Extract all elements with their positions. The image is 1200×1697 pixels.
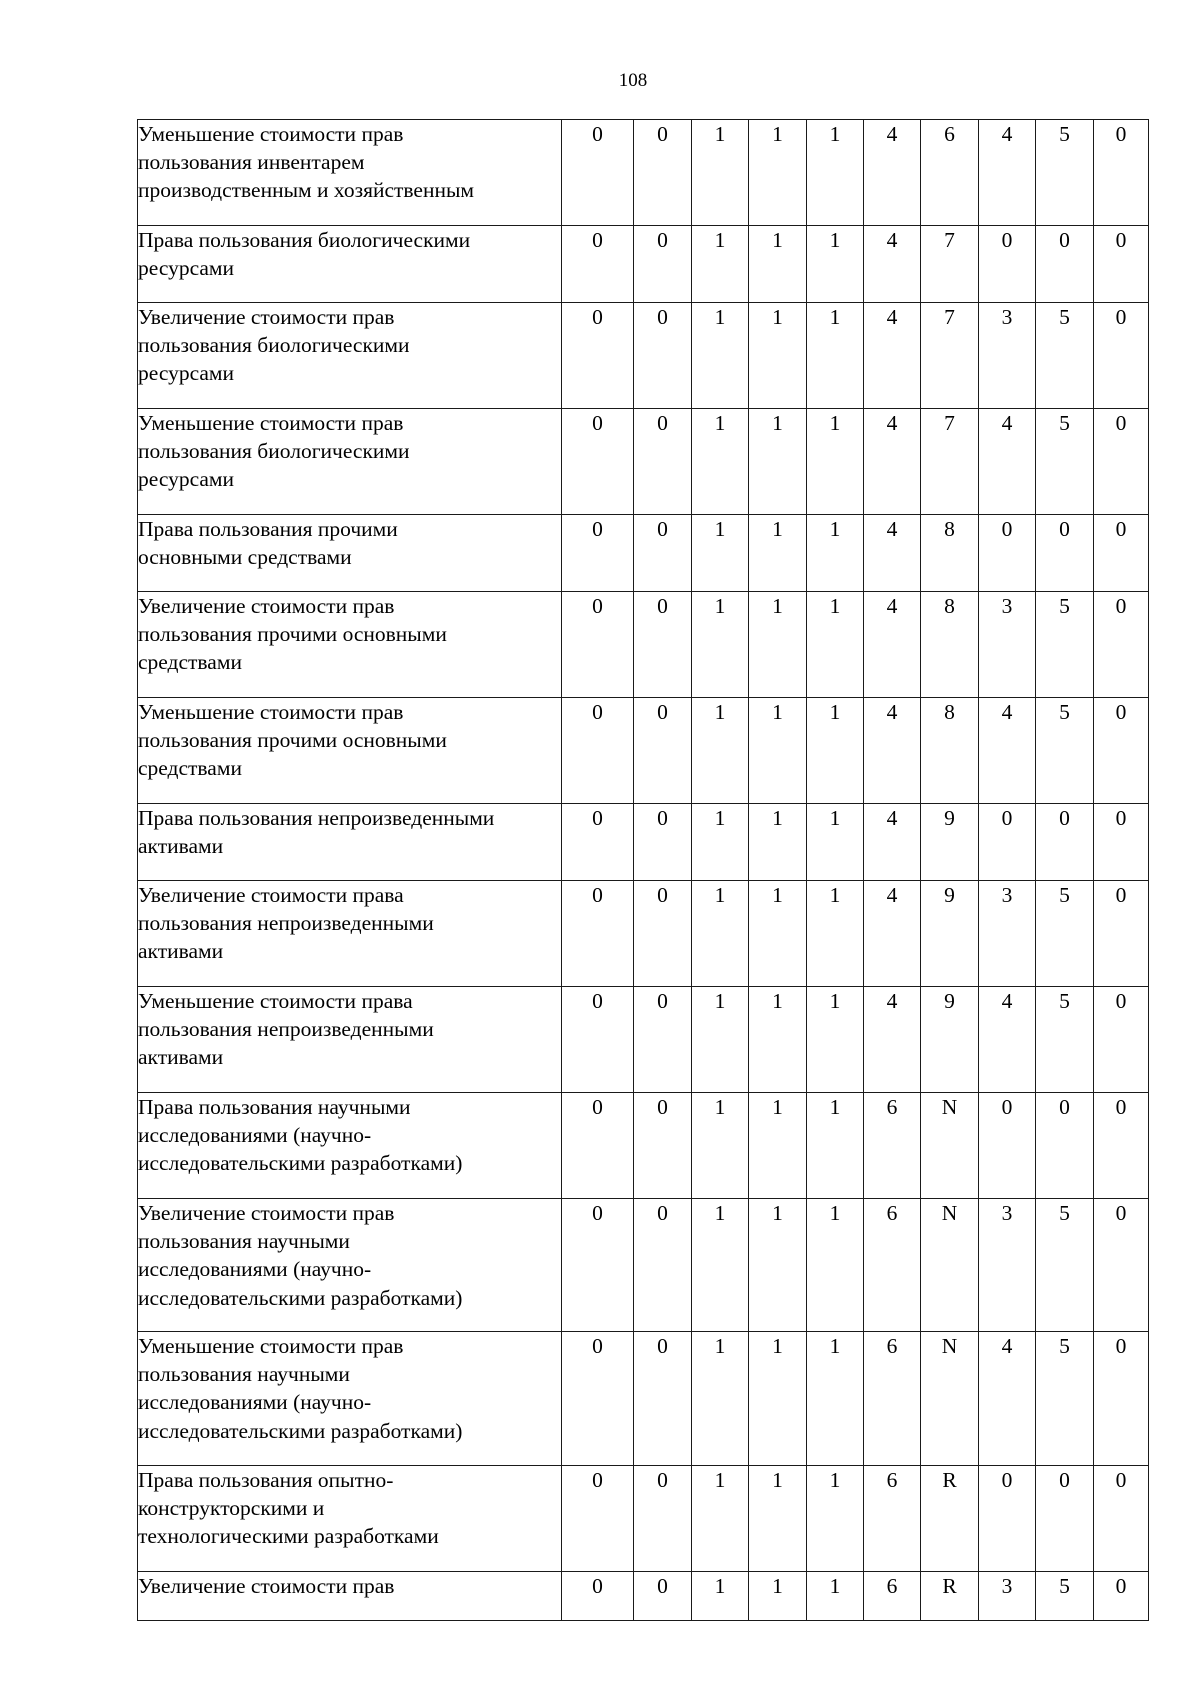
row-label-line: пользования непроизведенными xyxy=(138,1017,434,1042)
code-digit-cell: 4 xyxy=(979,698,1036,804)
row-label-line: производственным и хозяйственным xyxy=(138,178,475,203)
code-digit-cell: 6 xyxy=(921,120,979,226)
table-row xyxy=(138,804,1149,881)
code-digit-cell: 0 xyxy=(562,303,634,409)
code-digit-cell: 3 xyxy=(979,592,1036,698)
code-digit-cell: N xyxy=(921,1093,979,1199)
code-digit-cell: 5 xyxy=(1036,592,1094,698)
code-digit-cell: 7 xyxy=(921,226,979,303)
row-label xyxy=(138,1466,562,1572)
row-label-line: активами xyxy=(138,834,224,859)
code-digit-cell: 6 xyxy=(864,1093,921,1199)
code-digit-cell: 0 xyxy=(634,1332,692,1466)
table-row xyxy=(138,987,1149,1093)
row-label-line: пользования непроизведенными xyxy=(138,911,434,936)
row-label-line: активами xyxy=(138,1045,224,1070)
row-label xyxy=(138,1572,562,1621)
row-label xyxy=(138,515,562,592)
table-row xyxy=(138,1199,1149,1332)
row-label-line: Уменьшение стоимости прав xyxy=(138,411,404,435)
code-digit-cell: 1 xyxy=(749,1332,807,1466)
code-digit-cell: 0 xyxy=(562,592,634,698)
row-label-line: Увеличение стоимости прав xyxy=(138,1574,395,1598)
code-digit-cell: 5 xyxy=(1036,1572,1094,1621)
code-digit-cell: 0 xyxy=(634,1572,692,1621)
code-digit-cell: 0 xyxy=(979,804,1036,881)
code-digit-cell: 0 xyxy=(562,120,634,226)
code-digit-cell: 0 xyxy=(562,698,634,804)
code-digit-cell: 0 xyxy=(634,881,692,987)
row-label-line: пользования научными xyxy=(138,1362,350,1387)
row-label xyxy=(138,698,562,804)
code-digit-cell: 1 xyxy=(807,226,864,303)
code-digit-cell: 1 xyxy=(807,515,864,592)
code-digit-cell: 6 xyxy=(864,1332,921,1466)
code-digit-cell: 1 xyxy=(692,1466,749,1572)
code-digit-cell: 5 xyxy=(1036,120,1094,226)
table-row xyxy=(138,409,1149,515)
code-digit-cell: 1 xyxy=(692,1332,749,1466)
code-digit-cell: 0 xyxy=(1094,1572,1149,1621)
row-label-line: исследованиями (научно- xyxy=(138,1257,372,1282)
row-label-line: конструкторскими и xyxy=(138,1496,325,1521)
row-label-line: исследовательскими разработками) xyxy=(138,1285,463,1310)
code-digit-cell: 1 xyxy=(749,1572,807,1621)
code-digit-cell: 4 xyxy=(979,120,1036,226)
code-digit-cell: 1 xyxy=(749,303,807,409)
code-digit-cell: 1 xyxy=(807,120,864,226)
code-digit-cell: 1 xyxy=(749,881,807,987)
code-digit-cell: 0 xyxy=(1094,881,1149,987)
row-label-line: исследовательскими разработками) xyxy=(138,1418,463,1443)
code-digit-cell: 0 xyxy=(1094,592,1149,698)
code-digit-cell: 9 xyxy=(921,881,979,987)
row-label xyxy=(138,804,562,881)
code-digit-cell: R xyxy=(921,1466,979,1572)
code-digit-cell: 1 xyxy=(749,120,807,226)
code-digit-cell: 1 xyxy=(807,303,864,409)
code-digit-cell: 0 xyxy=(1094,1093,1149,1199)
code-digit-cell: 1 xyxy=(692,592,749,698)
row-label-line: исследованиями (научно- xyxy=(138,1123,372,1148)
code-digit-cell: 0 xyxy=(1094,1199,1149,1332)
code-digit-cell: 5 xyxy=(1036,698,1094,804)
code-digit-cell: 4 xyxy=(979,409,1036,515)
code-digit-cell: 1 xyxy=(692,226,749,303)
code-digit-cell: 1 xyxy=(692,698,749,804)
row-label-line: активами xyxy=(138,939,224,964)
code-digit-cell: 1 xyxy=(807,1572,864,1621)
row-label xyxy=(138,592,562,698)
code-digit-cell: 0 xyxy=(1094,515,1149,592)
code-digit-cell: 0 xyxy=(562,987,634,1093)
code-digit-cell: 0 xyxy=(634,698,692,804)
code-digit-cell: 4 xyxy=(864,226,921,303)
code-digit-cell: 5 xyxy=(1036,409,1094,515)
code-digit-cell: 0 xyxy=(562,1093,634,1199)
code-digit-cell: 1 xyxy=(692,120,749,226)
code-digit-cell: 0 xyxy=(1094,987,1149,1093)
row-label-line: Увеличение стоимости прав xyxy=(138,1201,395,1225)
code-digit-cell: 1 xyxy=(692,303,749,409)
code-digit-cell: 4 xyxy=(979,987,1036,1093)
table-row xyxy=(138,226,1149,303)
code-digit-cell: 6 xyxy=(864,1572,921,1621)
code-digit-cell: 3 xyxy=(979,1572,1036,1621)
code-digit-cell: 4 xyxy=(864,804,921,881)
table-row xyxy=(138,698,1149,804)
code-digit-cell: 0 xyxy=(634,592,692,698)
code-digit-cell: 0 xyxy=(562,515,634,592)
row-label xyxy=(138,120,562,226)
code-digit-cell: 1 xyxy=(807,592,864,698)
code-digit-cell: 6 xyxy=(864,1199,921,1332)
row-label-line: Права пользования биологическими xyxy=(138,228,471,252)
code-digit-cell: 0 xyxy=(634,1093,692,1199)
code-digit-cell: 1 xyxy=(807,409,864,515)
row-label xyxy=(138,1332,562,1466)
code-digit-cell: 0 xyxy=(979,226,1036,303)
code-digit-cell: 4 xyxy=(864,698,921,804)
row-label xyxy=(138,881,562,987)
code-digit-cell: 0 xyxy=(562,1199,634,1332)
code-digit-cell: N xyxy=(921,1332,979,1466)
row-label xyxy=(138,987,562,1093)
row-label-line: Права пользования научными xyxy=(138,1095,411,1119)
code-digit-cell: 1 xyxy=(749,226,807,303)
code-digit-cell: 5 xyxy=(1036,303,1094,409)
row-label-line: пользования научными xyxy=(138,1229,350,1254)
code-digit-cell: 1 xyxy=(749,515,807,592)
table-row xyxy=(138,120,1149,226)
account-code-table xyxy=(137,119,1149,1621)
code-digit-cell: 1 xyxy=(692,409,749,515)
code-digit-cell: 5 xyxy=(1036,881,1094,987)
code-digit-cell: 1 xyxy=(807,804,864,881)
row-label-line: пользования прочими основными xyxy=(138,622,447,647)
code-digit-cell: 1 xyxy=(749,804,807,881)
code-digit-cell: 0 xyxy=(562,1332,634,1466)
row-label-line: основными средствами xyxy=(138,545,352,570)
code-digit-cell: 8 xyxy=(921,592,979,698)
code-digit-cell: 0 xyxy=(1036,1466,1094,1572)
code-digit-cell: 4 xyxy=(864,409,921,515)
table-row xyxy=(138,515,1149,592)
code-digit-cell: 0 xyxy=(562,804,634,881)
code-digit-cell: 1 xyxy=(749,592,807,698)
code-digit-cell: 4 xyxy=(864,515,921,592)
code-digit-cell: 1 xyxy=(749,409,807,515)
code-digit-cell: 9 xyxy=(921,987,979,1093)
code-digit-cell: 1 xyxy=(749,1466,807,1572)
code-digit-cell: 0 xyxy=(634,515,692,592)
code-digit-cell: 4 xyxy=(979,1332,1036,1466)
row-label-line: Права пользования непроизведенными xyxy=(138,806,495,830)
row-label-line: пользования биологическими xyxy=(138,333,410,358)
row-label xyxy=(138,303,562,409)
row-label xyxy=(138,409,562,515)
code-digit-cell: 3 xyxy=(979,303,1036,409)
code-digit-cell: 5 xyxy=(1036,1199,1094,1332)
row-label-line: средствами xyxy=(138,650,242,675)
code-digit-cell: 4 xyxy=(864,987,921,1093)
row-label xyxy=(138,1093,562,1199)
table-row xyxy=(138,1093,1149,1199)
code-digit-cell: 5 xyxy=(1036,987,1094,1093)
row-label-line: Права пользования прочими xyxy=(138,517,398,541)
code-digit-cell: 0 xyxy=(634,804,692,881)
code-digit-cell: 0 xyxy=(562,409,634,515)
row-label xyxy=(138,226,562,303)
table-row xyxy=(138,303,1149,409)
code-digit-cell: 1 xyxy=(749,1093,807,1199)
row-label-line: исследовательскими разработками) xyxy=(138,1151,463,1176)
code-digit-cell: 1 xyxy=(807,1199,864,1332)
code-digit-cell: 1 xyxy=(807,1332,864,1466)
code-digit-cell: 0 xyxy=(634,120,692,226)
code-digit-cell: 1 xyxy=(807,698,864,804)
page-number: 108 xyxy=(618,70,648,91)
code-digit-cell: 0 xyxy=(562,1466,634,1572)
code-digit-cell: 0 xyxy=(1094,698,1149,804)
code-digit-cell: 1 xyxy=(807,1093,864,1199)
code-digit-cell: 3 xyxy=(979,881,1036,987)
code-digit-cell: 0 xyxy=(1094,1466,1149,1572)
code-digit-cell: 0 xyxy=(634,409,692,515)
code-digit-cell: 0 xyxy=(634,1466,692,1572)
code-digit-cell: 0 xyxy=(1036,226,1094,303)
row-label-line: ресурсами xyxy=(138,361,235,386)
code-digit-cell: 0 xyxy=(979,1466,1036,1572)
row-label-line: Уменьшение стоимости прав xyxy=(138,700,404,724)
table-row xyxy=(138,1466,1149,1572)
code-digit-cell: 0 xyxy=(1094,303,1149,409)
code-digit-cell: 0 xyxy=(1094,804,1149,881)
code-digit-cell: 0 xyxy=(1036,1093,1094,1199)
code-digit-cell: 0 xyxy=(562,226,634,303)
table-row xyxy=(138,1332,1149,1466)
row-label-line: пользования прочими основными xyxy=(138,728,447,753)
table-row xyxy=(138,881,1149,987)
code-digit-cell: 0 xyxy=(634,303,692,409)
code-digit-cell: 1 xyxy=(807,1466,864,1572)
code-digit-cell: 0 xyxy=(1036,515,1094,592)
table-body xyxy=(138,120,1149,1621)
code-digit-cell: 1 xyxy=(749,698,807,804)
code-digit-cell: 7 xyxy=(921,409,979,515)
row-label-line: Уменьшение стоимости прав xyxy=(138,122,404,146)
table-row xyxy=(138,1572,1149,1621)
code-digit-cell: 1 xyxy=(692,1572,749,1621)
code-digit-cell: 9 xyxy=(921,804,979,881)
code-digit-cell: 0 xyxy=(1094,120,1149,226)
row-label xyxy=(138,1199,562,1332)
code-digit-cell: 1 xyxy=(749,1199,807,1332)
code-digit-cell: 4 xyxy=(864,120,921,226)
code-digit-cell: 0 xyxy=(634,226,692,303)
code-digit-cell: 3 xyxy=(979,1199,1036,1332)
row-label-line: Права пользования опытно- xyxy=(138,1468,394,1492)
code-digit-cell: 0 xyxy=(979,515,1036,592)
row-label-line: технологическими разработками xyxy=(138,1524,439,1549)
code-digit-cell: 6 xyxy=(864,1466,921,1572)
code-digit-cell: 0 xyxy=(1094,226,1149,303)
code-digit-cell: 0 xyxy=(634,987,692,1093)
code-digit-cell: 0 xyxy=(1094,1332,1149,1466)
row-label-line: средствами xyxy=(138,756,242,781)
code-digit-cell: 1 xyxy=(749,987,807,1093)
row-label-line: пользования биологическими xyxy=(138,439,410,464)
row-label-line: Уменьшение стоимости права xyxy=(138,989,413,1013)
table-row xyxy=(138,592,1149,698)
code-digit-cell: 4 xyxy=(864,592,921,698)
code-digit-cell: R xyxy=(921,1572,979,1621)
code-digit-cell: 0 xyxy=(562,1572,634,1621)
code-digit-cell: 1 xyxy=(692,804,749,881)
code-digit-cell: 1 xyxy=(692,881,749,987)
row-label-line: Уменьшение стоимости прав xyxy=(138,1334,404,1358)
code-digit-cell: 4 xyxy=(864,303,921,409)
row-label-line: Увеличение стоимости прав xyxy=(138,594,395,618)
code-digit-cell: 4 xyxy=(864,881,921,987)
code-digit-cell: 5 xyxy=(1036,1332,1094,1466)
code-digit-cell: 8 xyxy=(921,515,979,592)
row-label-line: исследованиями (научно- xyxy=(138,1390,372,1415)
row-label-line: пользования инвентарем xyxy=(138,150,365,175)
code-digit-cell: 1 xyxy=(807,881,864,987)
row-label-line: Увеличение стоимости прав xyxy=(138,305,395,329)
row-label-line: Увеличение стоимости права xyxy=(138,883,404,907)
row-label-line: ресурсами xyxy=(138,256,235,281)
code-digit-cell: 8 xyxy=(921,698,979,804)
code-digit-cell: 0 xyxy=(562,881,634,987)
code-digit-cell: 1 xyxy=(807,987,864,1093)
row-label-line: ресурсами xyxy=(138,467,235,492)
code-digit-cell: 1 xyxy=(692,1093,749,1199)
code-digit-cell: 7 xyxy=(921,303,979,409)
code-digit-cell: N xyxy=(921,1199,979,1332)
code-digit-cell: 0 xyxy=(1036,804,1094,881)
code-digit-cell: 1 xyxy=(692,987,749,1093)
code-digit-cell: 0 xyxy=(1094,409,1149,515)
code-digit-cell: 0 xyxy=(979,1093,1036,1199)
code-digit-cell: 0 xyxy=(634,1199,692,1332)
code-digit-cell: 1 xyxy=(692,1199,749,1332)
code-digit-cell: 1 xyxy=(692,515,749,592)
